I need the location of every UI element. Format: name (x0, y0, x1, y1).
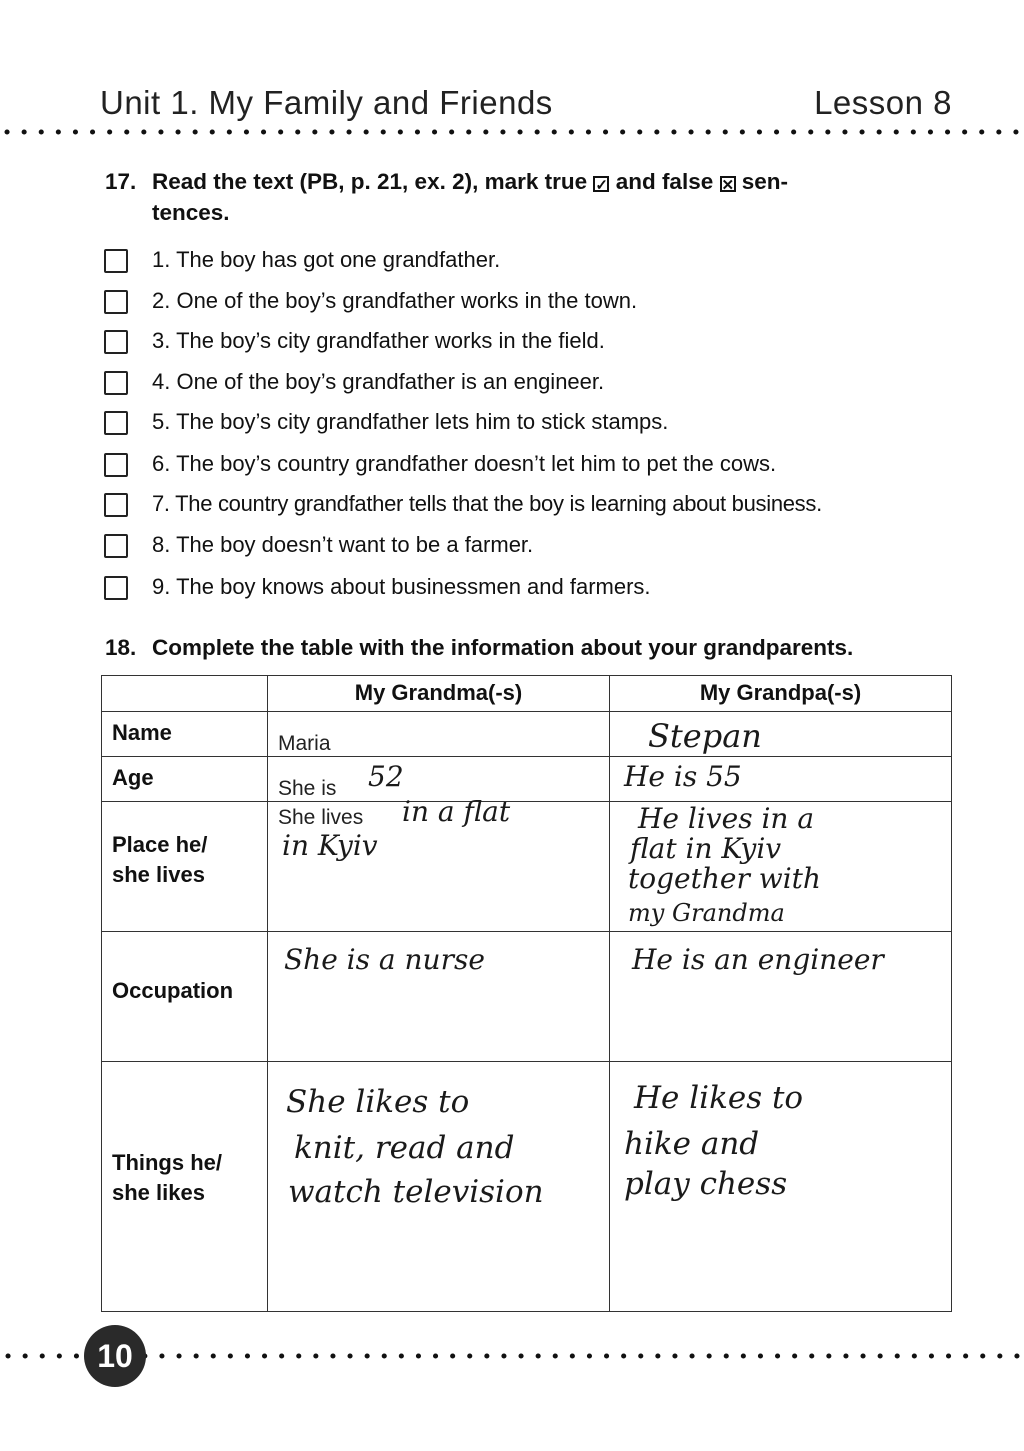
answer-checkbox[interactable] (104, 330, 128, 354)
table-row (102, 1062, 952, 1312)
grandpa-place-cell[interactable] (610, 802, 952, 932)
lesson-title: Lesson 8 (814, 84, 952, 121)
grandpa-occupation-handwriting: He is an engineer (632, 943, 884, 976)
checked-box-icon: ✓ (595, 177, 608, 194)
grandpa-likes-handwriting: hike and (624, 1126, 760, 1162)
grandma-likes-handwriting: watch television (288, 1174, 544, 1210)
grandpa-place-handwriting: my Grandma (628, 899, 785, 927)
bottom-dotted-divider (4, 1352, 1020, 1360)
grandma-place-handwriting: in Kyiv (282, 829, 378, 862)
grandma-name-text: Maria (278, 732, 331, 755)
table-row (102, 712, 952, 757)
row-label-place: Place he/ she lives (102, 802, 268, 932)
grandpa-age-handwriting: He is 55 (624, 760, 742, 793)
grandma-occupation-handwriting: She is a nurse (284, 943, 485, 976)
row-label-name: Name (102, 712, 268, 757)
grandpa-occupation-cell[interactable] (610, 932, 952, 1062)
exercise-17-title: 17. Read the text (PB, p. 21, ex. 2), mark true ✓ and false ✕ sen- tences. (105, 169, 789, 225)
crossed-box-icon: ✕ (721, 177, 735, 194)
grandma-age-handwriting: 52 (368, 760, 404, 793)
grandma-age-printed: She is (278, 777, 337, 800)
table-row (102, 932, 952, 1062)
grandparents-table (101, 675, 952, 1312)
answer-checkbox[interactable] (104, 371, 128, 395)
row-label-occupation: Occupation (102, 932, 268, 1062)
grandma-occupation-cell[interactable] (268, 932, 610, 1062)
tf-item: 4. One of the boy’s grandfather is an engineer. (104, 368, 604, 396)
answer-checkbox[interactable] (104, 249, 128, 273)
grandma-place-handwriting: in a flat (402, 795, 511, 828)
answer-checkbox[interactable] (104, 290, 128, 314)
column-header-grandma: My Grandma(-s) (268, 676, 610, 712)
tf-item: 3. The boy’s city grandfather works in the field. (104, 327, 605, 355)
tf-item: 7. The country grandfather tells that the boy is learning about business. (104, 490, 822, 518)
grandpa-name-cell[interactable] (610, 712, 952, 757)
tf-item: 8. The boy doesn’t want to be a farmer. (104, 531, 533, 559)
grandma-likes-handwriting: She likes to (286, 1084, 470, 1120)
answer-checkbox[interactable] (104, 411, 128, 435)
grandma-place-cell[interactable] (268, 795, 610, 932)
answer-checkbox[interactable] (104, 534, 128, 558)
grandma-name-cell[interactable] (268, 712, 610, 757)
page-number-badge: 10 (84, 1325, 146, 1387)
tf-item: 1. The boy has got one grandfather. (104, 246, 500, 274)
column-header-grandpa: My Grandpa(-s) (610, 676, 952, 712)
grandpa-likes-cell[interactable] (610, 1062, 952, 1312)
tf-item: 2. One of the boy’s grandfather works in the town. (104, 287, 637, 315)
row-label-age: Age (102, 757, 268, 802)
table-corner-cell (102, 676, 268, 712)
tf-item: 9. The boy knows about businessmen and farmers. (104, 573, 651, 601)
grandpa-name-handwriting: Stepan (648, 717, 762, 755)
grandpa-place-handwriting: He lives in a (638, 802, 815, 835)
answer-checkbox[interactable] (104, 493, 128, 517)
row-label-likes: Things he/ she likes (102, 1062, 268, 1312)
answer-checkbox[interactable] (104, 576, 128, 600)
table-row (102, 802, 952, 932)
grandma-likes-handwriting: knit, read and (294, 1130, 515, 1166)
tf-item: 5. The boy’s city grandfather lets him to stick stamps. (104, 408, 668, 436)
grandpa-place-handwriting: together with (628, 862, 821, 895)
grandma-place-printed: She lives (278, 806, 364, 829)
grandpa-age-cell[interactable] (610, 757, 952, 802)
grandpa-place-handwriting: flat in Kyiv (630, 832, 782, 865)
table-header-row (102, 676, 952, 712)
exercise-18-title: 18. Complete the table with the information about your grandparents. (105, 635, 854, 660)
grandma-likes-cell[interactable] (268, 1062, 610, 1312)
grandpa-likes-handwriting: play chess (624, 1166, 788, 1202)
tf-item: 6. The boy’s country grandfather doesn’t let him to pet the cows. (104, 450, 776, 478)
grandpa-likes-handwriting: He likes to (634, 1080, 804, 1116)
table-row (102, 757, 952, 802)
top-dotted-divider (4, 128, 1020, 136)
answer-checkbox[interactable] (104, 453, 128, 477)
unit-title: Unit 1. My Family and Friends (100, 84, 553, 121)
